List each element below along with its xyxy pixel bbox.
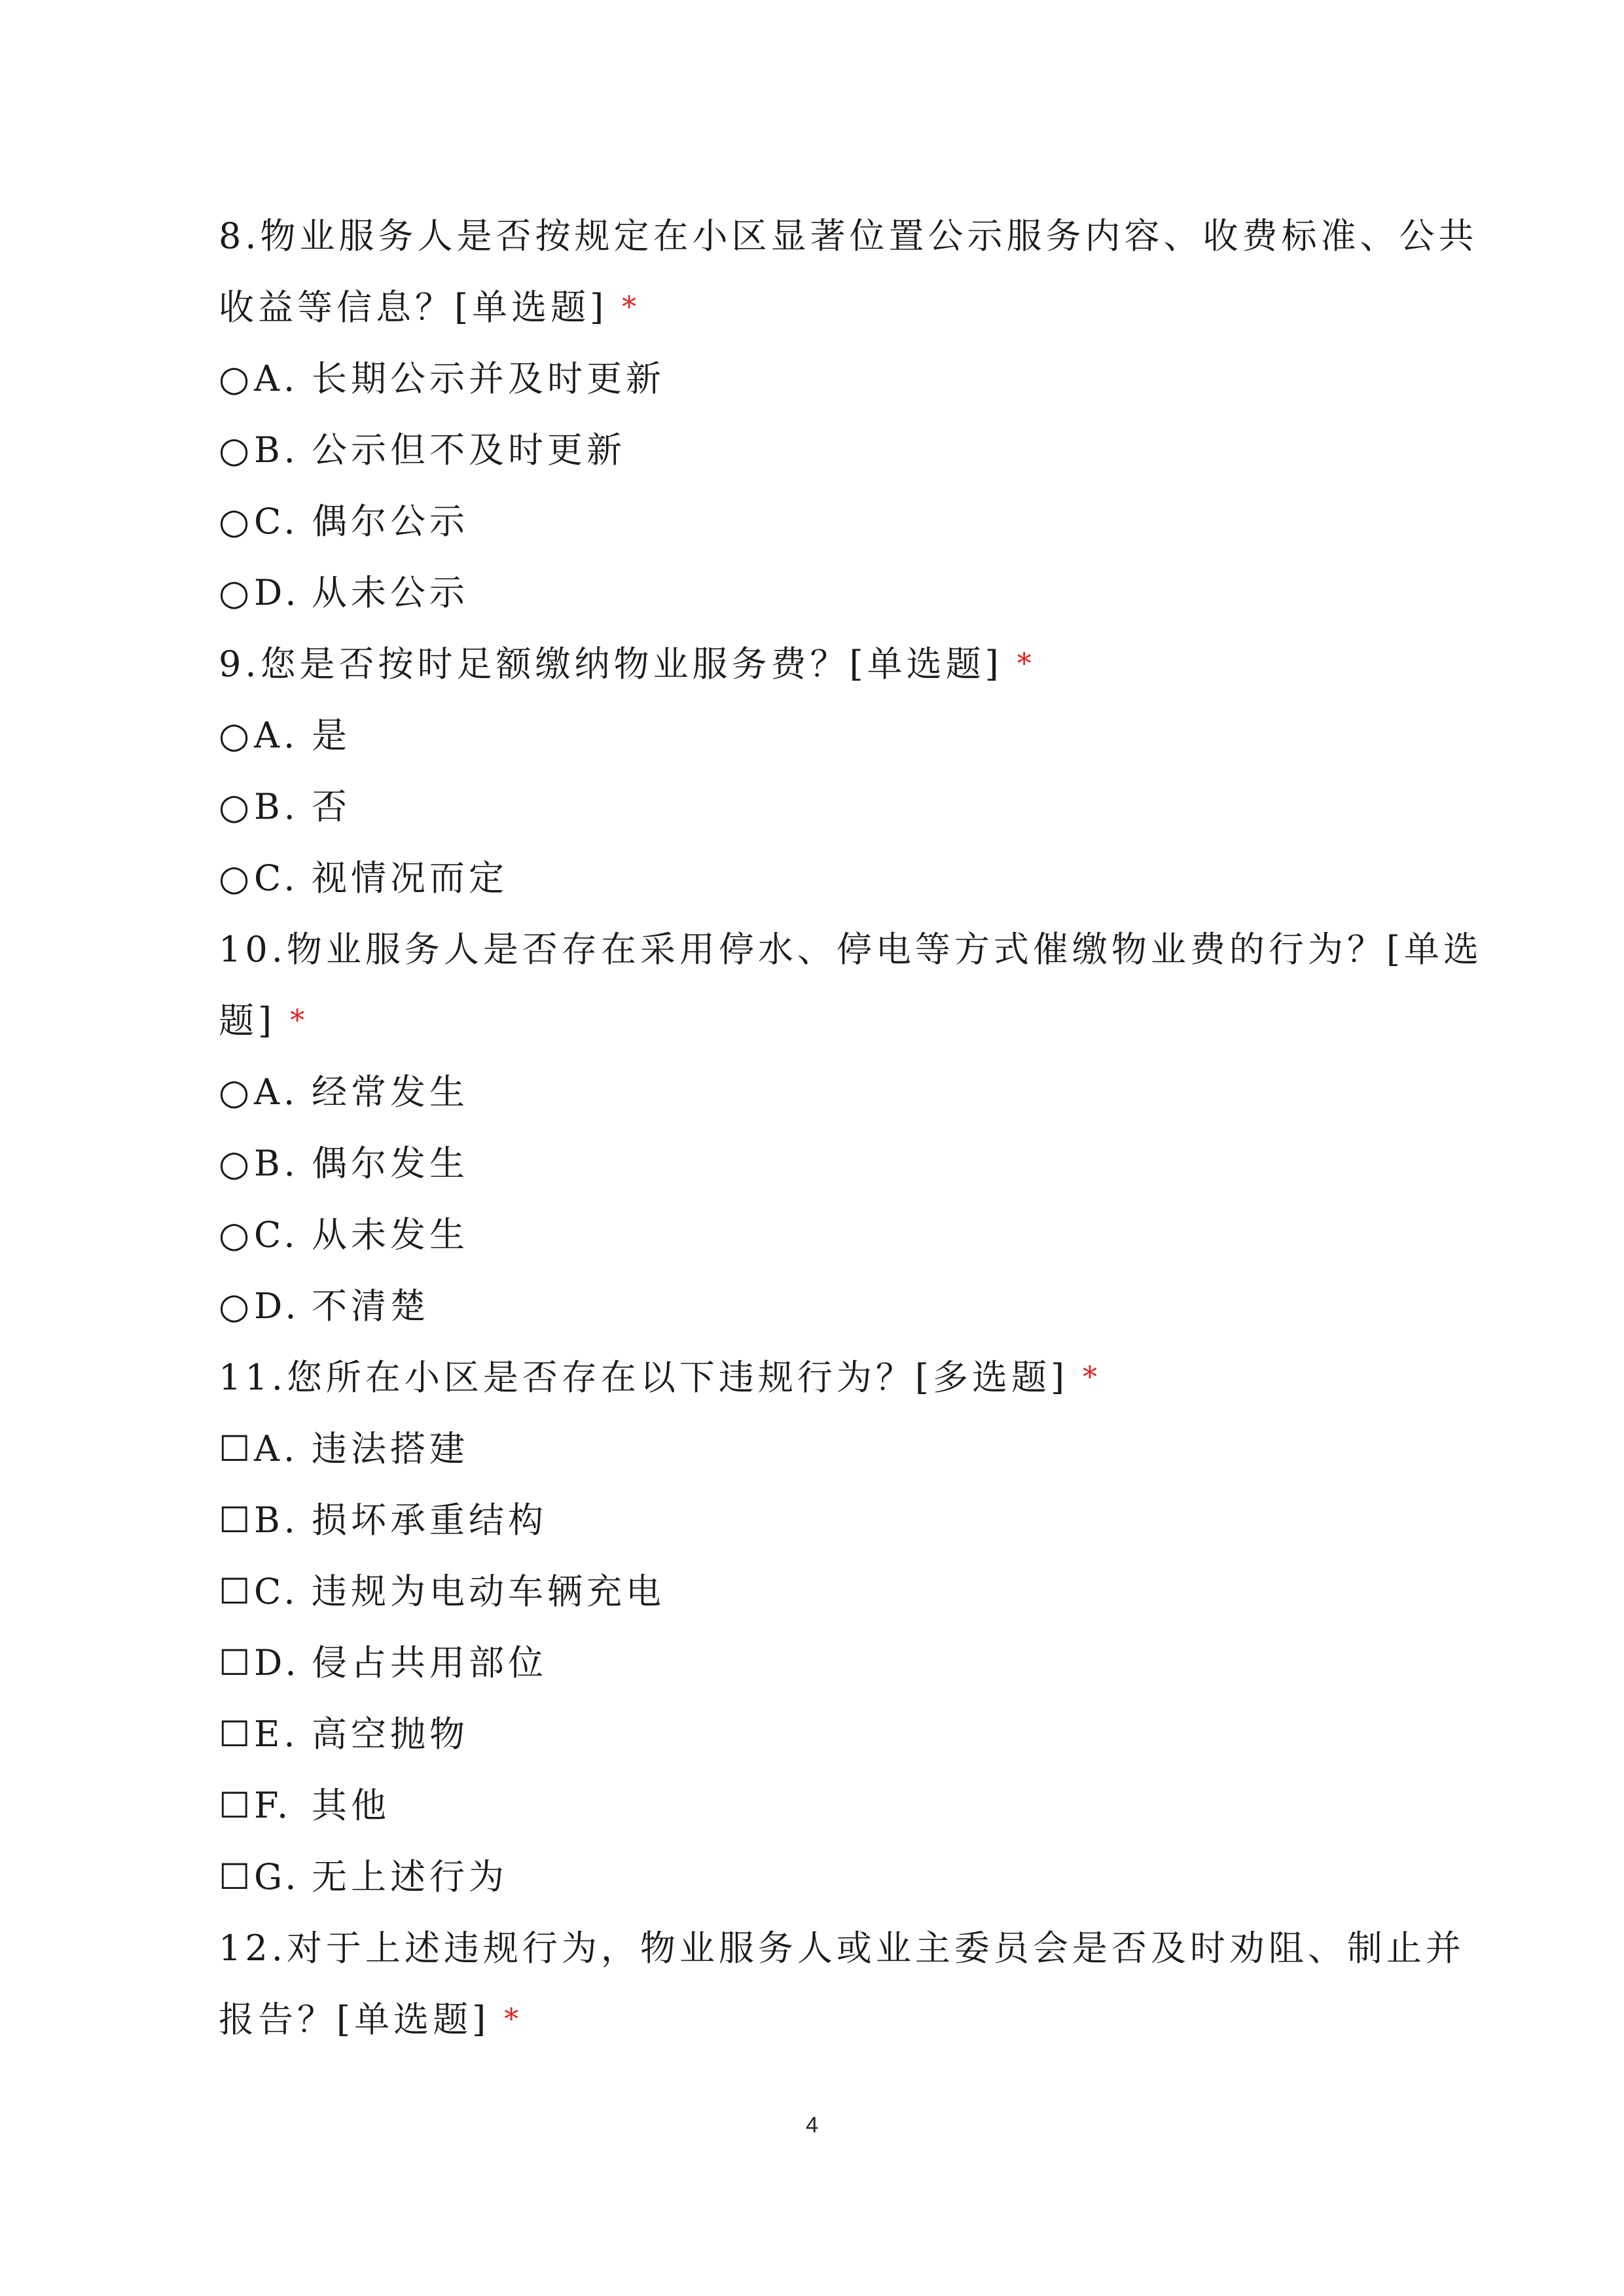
option-8c[interactable]: ○C. 偶尔公示 bbox=[219, 486, 1423, 558]
option-11c[interactable]: ☐C. 违规为电动车辆充电 bbox=[219, 1556, 1423, 1628]
required-marker: * bbox=[622, 291, 641, 324]
option-9b[interactable]: ○B. 否 bbox=[219, 771, 1423, 843]
required-marker: * bbox=[1083, 1361, 1102, 1394]
radio-icon[interactable]: ○ bbox=[219, 572, 254, 613]
option-10c[interactable]: ○C. 从未发生 bbox=[219, 1199, 1423, 1271]
question-10-title-line2: 题] * bbox=[219, 1000, 309, 1041]
radio-icon[interactable]: ○ bbox=[219, 429, 254, 471]
option-8b[interactable]: ○B. 公示但不及时更新 bbox=[219, 414, 1423, 486]
radio-icon[interactable]: ○ bbox=[219, 1214, 254, 1255]
question-9-title: 9.您是否按时足额缴纳物业服务费？[单选题] * bbox=[219, 643, 1036, 685]
option-10d[interactable]: ○D. 不清楚 bbox=[219, 1270, 1423, 1342]
question-12-title-line1: 12.对于上述违规行为，物业服务人或业主委员会是否及时劝阻、制止并 bbox=[219, 1928, 1465, 1969]
option-9c[interactable]: ○C. 视情况而定 bbox=[219, 842, 1423, 914]
option-10a[interactable]: ○A. 经常发生 bbox=[219, 1056, 1423, 1128]
checkbox-icon[interactable]: ☐ bbox=[219, 1642, 255, 1683]
radio-icon[interactable]: ○ bbox=[219, 1071, 254, 1113]
option-8a[interactable]: ○A. 长期公示并及时更新 bbox=[219, 343, 1423, 415]
radio-icon[interactable]: ○ bbox=[219, 1143, 254, 1184]
question-12-title-line2: 报告？[单选题] * bbox=[219, 1999, 523, 2040]
radio-icon[interactable]: ○ bbox=[219, 715, 254, 756]
radio-icon[interactable]: ○ bbox=[219, 1285, 254, 1327]
checkbox-icon[interactable]: ☐ bbox=[219, 1713, 255, 1755]
required-marker: * bbox=[504, 2003, 523, 2036]
checkbox-icon[interactable]: ☐ bbox=[219, 1499, 255, 1541]
question-8-title-line2: 收益等信息？[单选题] * bbox=[219, 287, 641, 328]
checkbox-icon[interactable]: ☐ bbox=[219, 1571, 255, 1612]
checkbox-icon[interactable]: ☐ bbox=[219, 1856, 255, 1897]
page-number: 4 bbox=[806, 2113, 818, 2138]
radio-icon[interactable]: ○ bbox=[219, 501, 254, 542]
radio-icon[interactable]: ○ bbox=[219, 857, 254, 899]
option-11b[interactable]: ☐B. 损坏承重结构 bbox=[219, 1484, 1423, 1556]
option-11g[interactable]: ☐G. 无上述行为 bbox=[219, 1841, 1423, 1913]
option-11d[interactable]: ☐D. 侵占共用部位 bbox=[219, 1627, 1423, 1699]
option-8d[interactable]: ○D. 从未公示 bbox=[219, 557, 1423, 629]
question-11-title: 11.您所在小区是否存在以下违规行为？[多选题] * bbox=[219, 1357, 1102, 1398]
radio-icon[interactable]: ○ bbox=[219, 358, 254, 399]
required-marker: * bbox=[1017, 647, 1036, 681]
option-9a[interactable]: ○A. 是 bbox=[219, 700, 1423, 772]
option-11a[interactable]: ☐A. 违法搭建 bbox=[219, 1413, 1423, 1485]
checkbox-icon[interactable]: ☐ bbox=[219, 1428, 255, 1469]
option-10b[interactable]: ○B. 偶尔发生 bbox=[219, 1128, 1423, 1200]
radio-icon[interactable]: ○ bbox=[219, 786, 254, 827]
question-8-title-line1: 8.物业服务人是否按规定在小区显著位置公示服务内容、收费标准、公共 bbox=[219, 215, 1478, 257]
required-marker: * bbox=[290, 1004, 309, 1037]
option-11f[interactable]: ☐F. 其他 bbox=[219, 1770, 1423, 1842]
option-11e[interactable]: ☐E. 高空抛物 bbox=[219, 1698, 1423, 1770]
question-10-title-line1: 10.物业服务人是否存在采用停水、停电等方式催缴物业费的行为？[单选 bbox=[219, 929, 1483, 970]
checkbox-icon[interactable]: ☐ bbox=[219, 1785, 255, 1826]
